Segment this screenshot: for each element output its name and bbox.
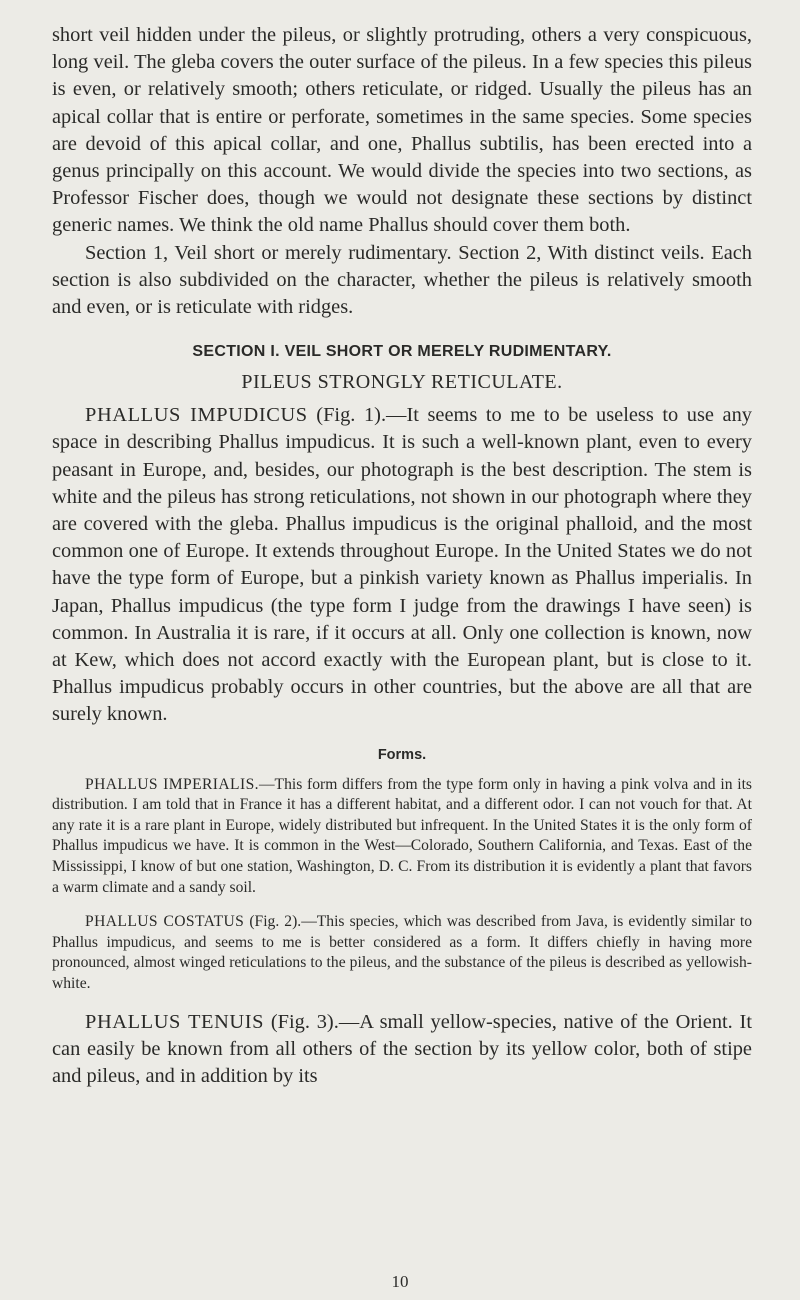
species-name-tenuis: PHALLUS TENUIS	[85, 1010, 265, 1033]
page-number: 10	[391, 1272, 409, 1291]
section-heading: SECTION I. VEIL SHORT OR MERELY RUDIMENTARY.	[192, 343, 612, 361]
forms-heading: Forms.	[377, 746, 427, 763]
sub-heading: PILEUS STRONGLY RETICULATE.	[241, 371, 563, 394]
sections-paragraph: Section 1, Veil short or merely rudimentary. Section 2, With distinct veils. Each section is also subdivided on the character, whether the pileus is relatively smooth and even, or is reticulate with ridges.	[52, 241, 752, 319]
imperialis-paragraph	[52, 775, 752, 899]
figure-reference: (Fig. 2).	[249, 913, 302, 931]
imperialis-text: —This form differs from the type form only in having a pink volva and in its distribution. I am told that in France it has a different habitat, and a different odor. I can not vouch for that. At any rate it is a rare plant in Europe, widely distributed but infrequent. In the United States it is the only form of Phallus impudicus we have. It is common in the West—Colorado, Southern California, and Texas. East of the Mississippi, I know of but one station, Washington, D. C. From its distribution it is evidently a plant that favors a warm climate and a sandy soil.	[52, 775, 752, 896]
impudicus-paragraph	[52, 402, 752, 728]
species-name-impudicus: PHALLUS IMPUDICUS	[85, 404, 308, 427]
intro-paragraph: short veil hidden under the pileus, or slightly protruding, others a very conspicuous, long veil. The gleba covers the outer surface of the pileus. In a few species this pileus is even, or relatively smooth; others reticulate, or ridged. Usually the pileus has an apical collar that is entire or perforate, sometimes in the same species. Some species are devoid of this apical collar, and one, Phallus subtilis, has been erected into a genus principally on this account. We would divide the species into two sections, as Professor Fischer does, though we would not designate these sections by distinct generic names. We think the old name Phallus should cover them both.	[52, 24, 752, 237]
impudicus-text: —It seems to me to be useless to use any space in describing Phallus impudicus. It is such a well-known plant, even to every peasant in Europe, and, besides, our photograph is the best description. The stem is white and the pileus has strong reticulations, not shown in our photograph where they are covered with the gleba. Phallus impudicus is the original phalloid, and the most common one of Europe. It extends throughout Europe. In the United States we do not have the type form of Europe, but a pinkish variety known as Phallus imperialis. In Japan, Phallus impudicus (the type form I judge from the drawings I have seen) is common. In Australia it is rare, if it occurs at all. Only one collection is known, now at Kew, which does not accord exactly with the European plant, but is close to it. Phallus impudicus probably occurs in other countries, but the above are all that are surely known.	[52, 404, 752, 726]
figure-reference: (Fig. 1).	[316, 404, 387, 427]
page-body	[52, 22, 752, 1090]
tenuis-paragraph	[52, 1009, 752, 1091]
costatus-paragraph	[52, 912, 752, 994]
figure-reference: (Fig. 3).	[270, 1010, 339, 1033]
species-name-imperialis: PHALLUS IMPERIALIS.	[85, 775, 259, 793]
tenuis-text: —A small yellow-species, native of the Orient. It can easily be known from all others of the section by its yellow color, both of stipe and pileus, and in addition by its	[52, 1010, 753, 1088]
costatus-text: —This species, which was described from Java, is evidently similar to Phallus impudicus, and seems to me is better considered as a form. It differs chiefly in having more pronounced, almost winged reticulations to the pileus, and the substance of the pileus is described as yellowish-white.	[52, 913, 752, 993]
species-name-costatus: PHALLUS COSTATUS	[85, 913, 245, 931]
